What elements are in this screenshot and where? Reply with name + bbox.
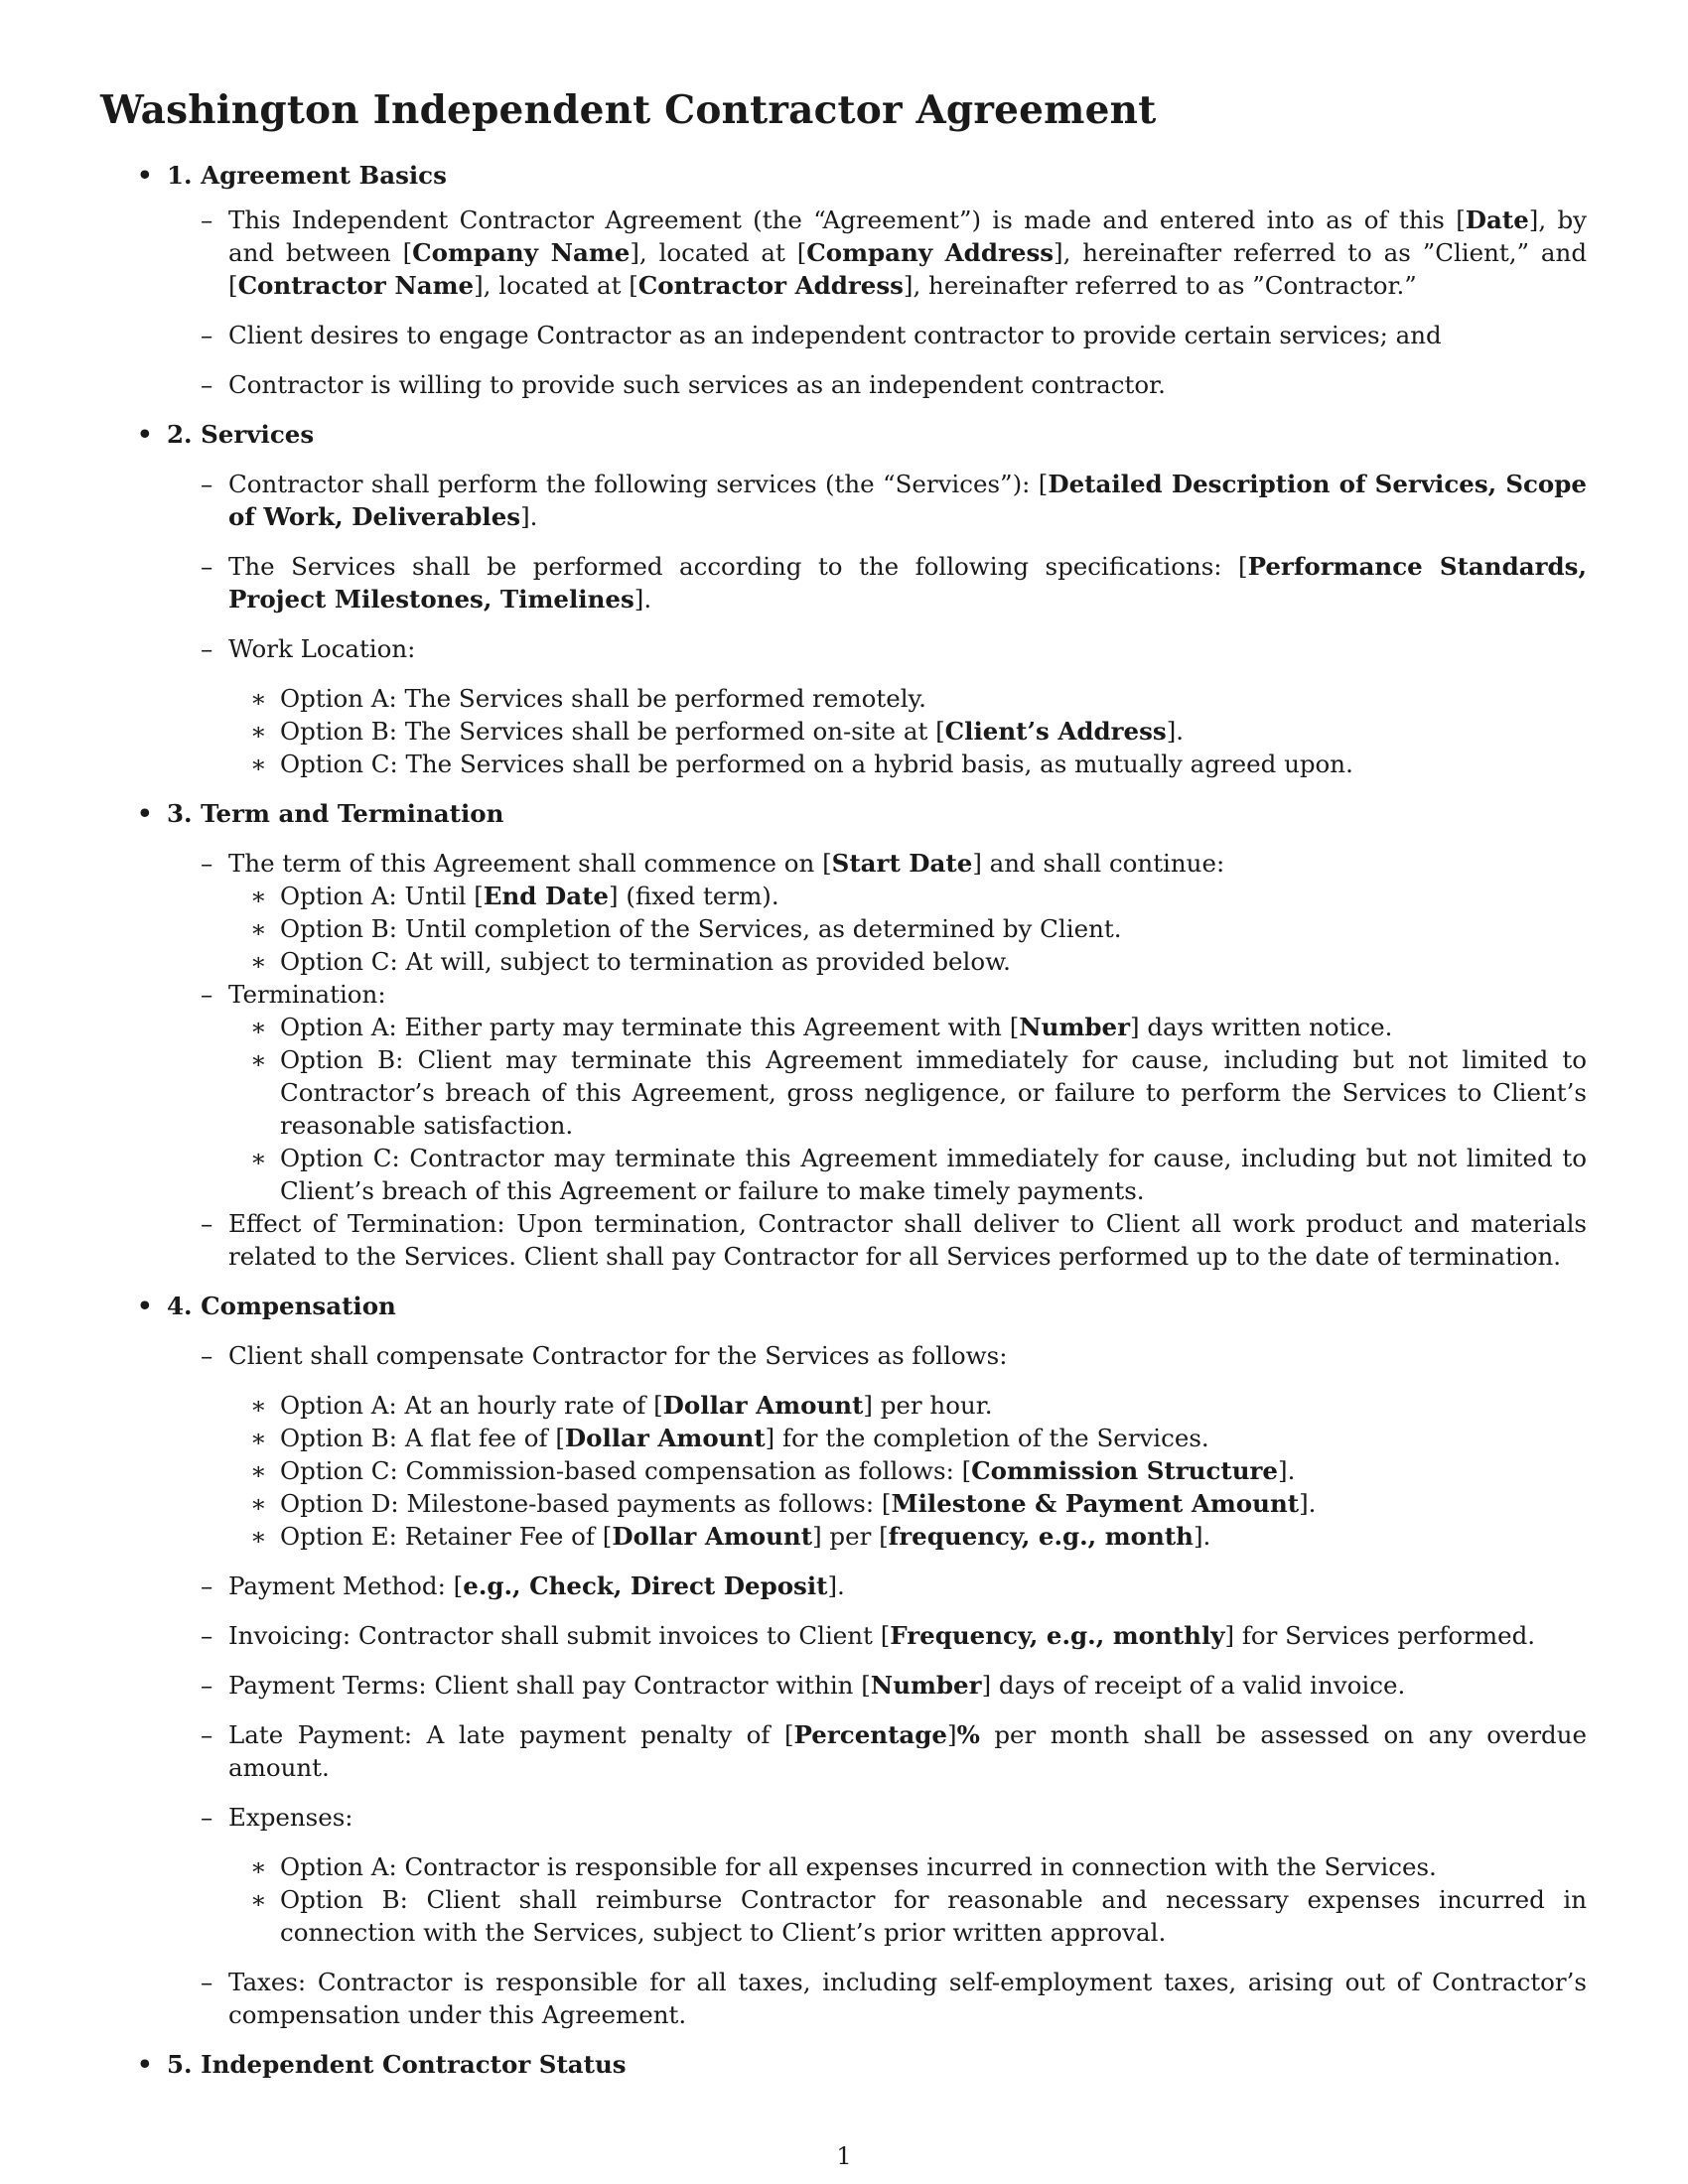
list-item: – Effect of Termination: Upon termination, Contractor shall deliver to Client all work product and materials related to the Services. Client shall pay Contractor for all Services performed up to the date of termination. [201,1209,1587,1271]
asterisk-icon: ∗ [250,1013,267,1041]
list-item: – The Services shall be performed according to the following specifications: [Performance Standards, Project Milestones, Timelines]. [201,552,1587,614]
list-item: ∗ Option A: Either party may terminate this Agreement with [Number] days written notice. [250,1013,1393,1041]
list-item: ∗ Option C: Contractor may terminate this Agreement immediately for cause, including but not limited to Client’s breach of this Agreement or failure to make timely payments. [250,1144,1587,1205]
asterisk-icon: ∗ [250,684,267,713]
asterisk-icon: ∗ [250,1144,267,1172]
list-item: ∗ Option B: Client may terminate this Agreement immediately for cause, including but not limited to Contractor’s breach of this Agreement, gross negligence, or failure to perform the Services to Client’s reasonable satisfaction. [250,1045,1587,1140]
bullet-icon: • [137,1292,153,1320]
list-item: ∗ Option C: The Services shall be performed on a hybrid basis, as mutually agreed upon. [250,750,1353,778]
list-item: ∗ Option A: The Services shall be performed remotely. [250,684,926,713]
dash-icon: – [201,321,213,349]
list-item: – Contractor is willing to provide such services as an independent contractor. [201,370,1166,399]
dash-icon: – [201,370,213,399]
list-item: – Termination: [201,980,386,1009]
list-item: – Work Location: [201,634,416,663]
dash-icon: – [201,1968,213,1996]
list-item: ∗ Option B: The Services shall be performed on-site at [Client’s Address]. [250,717,1185,746]
asterisk-icon: ∗ [250,914,267,943]
dash-icon: – [201,470,213,498]
section-compensation [0,1290,1688,2031]
dash-icon: – [201,205,213,234]
bullet-icon: • [137,2050,153,2079]
list-item: ∗ Option B: Until completion of the Services, as determined by Client. [250,914,1122,943]
section-heading: • 1. Agreement Basics [137,161,447,190]
asterisk-icon: ∗ [250,882,267,910]
list-item: – Client shall compensate Contractor for the Services as follows: [201,1341,1008,1370]
list-item: – Taxes: Contractor is responsible for all taxes, including self-employment taxes, arising out of Contractor’s compensation under this Agreement. [201,1968,1587,2029]
asterisk-icon: ∗ [250,947,267,976]
bullet-icon: • [137,161,153,190]
list-item: – The term of this Agreement shall commence on [Start Date] and shall continue: [201,849,1225,878]
list-item: ∗ Option C: At will, subject to termination as provided below. [250,947,1011,976]
document-title: Washington Independent Contractor Agreement [100,87,1157,133]
list-item: – Contractor shall perform the following services (the “Services”): [Detailed Description of Services, Scope of Work, Deliverables]. [201,470,1587,531]
list-item: ∗ Option B: Client shall reimburse Contractor for reasonable and necessary expenses incurred in connection with the Services, subject to Client’s prior written approval. [250,1885,1587,1947]
asterisk-icon: ∗ [250,1456,267,1485]
section-heading: • 2. Services [137,420,315,449]
section-heading: • 4. Compensation [137,1292,396,1320]
list-item: – Invoicing: Contractor shall submit invoices to Client [Frequency, e.g., monthly] for Services performed. [201,1621,1536,1650]
section-term-termination [0,797,1688,1273]
list-item: – Expenses: [201,1803,353,1832]
asterisk-icon: ∗ [250,1489,267,1518]
asterisk-icon: ∗ [250,1852,267,1881]
asterisk-icon: ∗ [250,1391,267,1420]
section-services [0,418,1688,780]
dash-icon: – [201,1803,213,1832]
bullet-icon: • [137,420,153,449]
list-item: – Payment Terms: Client shall pay Contractor within [Number] days of receipt of a valid invoice. [201,1671,1406,1700]
dash-icon: – [201,980,213,1009]
section-agreement-basics [0,159,1688,401]
dash-icon: – [201,849,213,878]
asterisk-icon: ∗ [250,1522,267,1551]
list-item: ∗ Option D: Milestone-based payments as follows: [Milestone & Payment Amount]. [250,1489,1317,1518]
dash-icon: – [201,1720,213,1749]
bullet-icon: • [137,799,153,828]
asterisk-icon: ∗ [250,750,267,778]
list-item: ∗ Option A: Until [End Date] (fixed term). [250,882,779,910]
list-item: ∗ Option C: Commission-based compensation as follows: [Commission Structure]. [250,1456,1296,1485]
list-item: ∗ Option A: At an hourly rate of [Dollar Amount] per hour. [250,1391,993,1420]
section-heading: • 3. Term and Termination [137,799,504,828]
asterisk-icon: ∗ [250,1885,267,1914]
dash-icon: – [201,1571,213,1600]
list-item: – Payment Method: [e.g., Check, Direct Deposit]. [201,1571,845,1600]
section-independent-contractor-status [0,2048,1688,2081]
list-item: – Late Payment: A late payment penalty of [Percentage]% per month shall be assessed on any overdue amount. [201,1720,1587,1782]
list-item: ∗ Option A: Contractor is responsible for all expenses incurred in connection with the Services. [250,1852,1437,1881]
page-number: 1 [836,2142,852,2170]
dash-icon: – [201,1671,213,1700]
dash-icon: – [201,552,213,581]
asterisk-icon: ∗ [250,1045,267,1074]
list-item: ∗ Option E: Retainer Fee of [Dollar Amount] per [frequency, e.g., month]. [250,1522,1211,1551]
dash-icon: – [201,1621,213,1650]
section-heading: • 5. Independent Contractor Status [137,2050,627,2079]
dash-icon: – [201,634,213,663]
asterisk-icon: ∗ [250,717,267,746]
asterisk-icon: ∗ [250,1424,267,1452]
list-item: – Client desires to engage Contractor as an independent contractor to provide certain services; and [201,321,1442,349]
document-body [0,159,1688,2081]
list-item: ∗ Option B: A flat fee of [Dollar Amount] for the completion of the Services. [250,1424,1209,1452]
dash-icon: – [201,1209,213,1238]
list-item: – This Independent Contractor Agreement (the “Agreement”) is made and entered into as of this [Date], by and between [Company Name], located at [Company Address], hereinafter referred to as ”Client,” and [Contractor Name], located at [Contractor Address], hereinafter referred to as ”Contractor.” [201,205,1587,300]
dash-icon: – [201,1341,213,1370]
